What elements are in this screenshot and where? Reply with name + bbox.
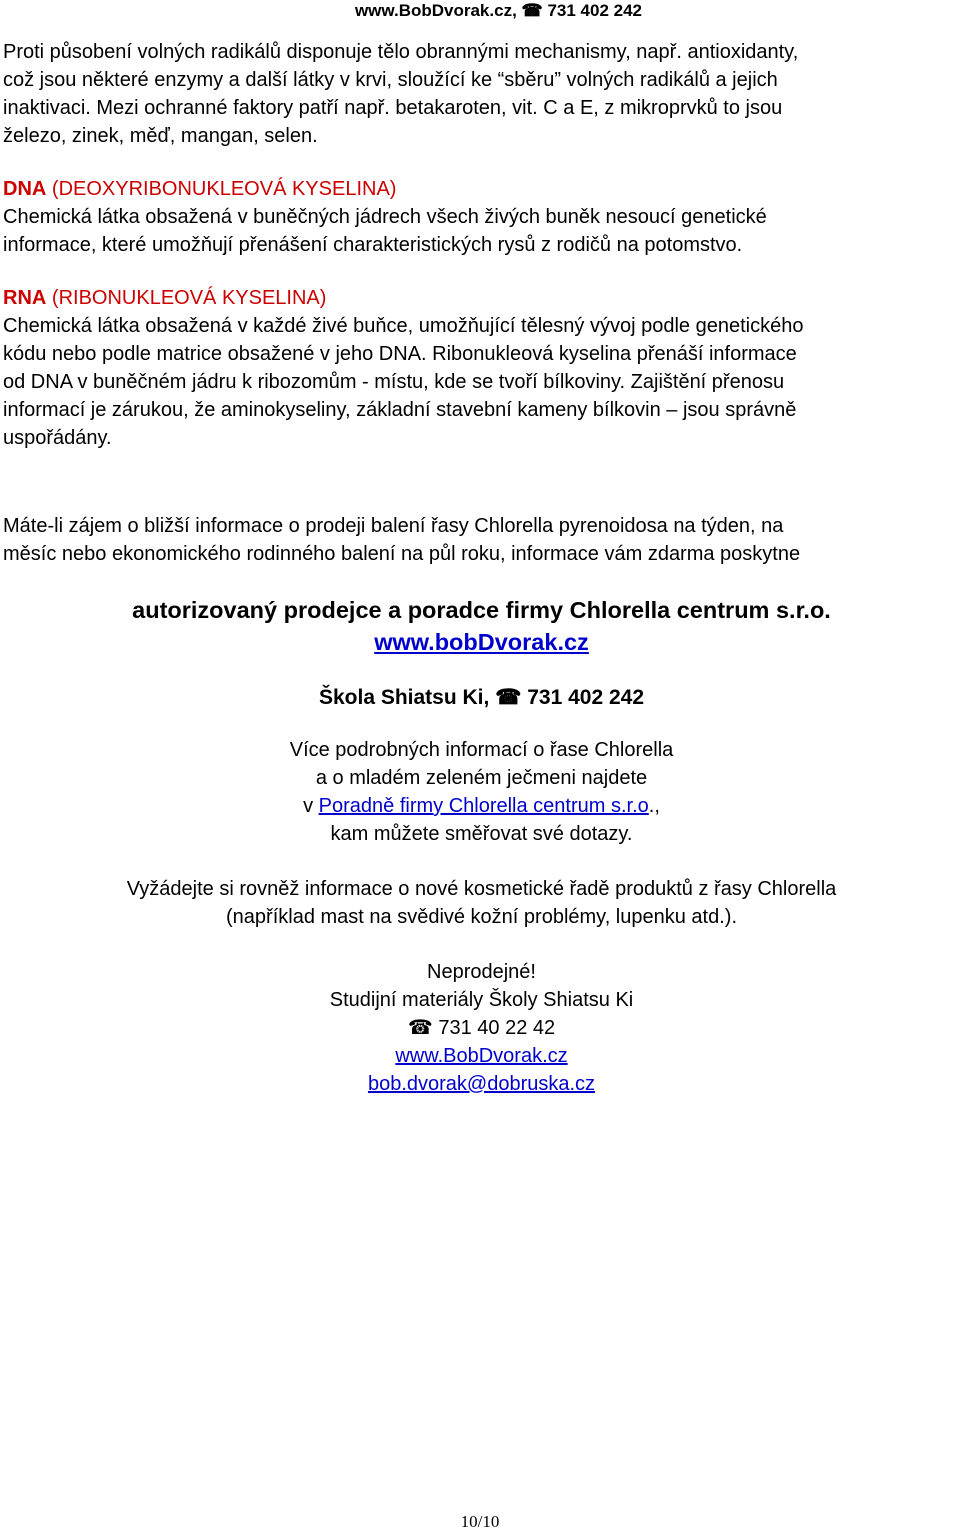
text-line: což jsou některé enzymy a další látky v krvi, sloužící ke “sběru” volných radikálů a jejich: [3, 69, 778, 91]
materials-label: Studijní materiály Školy Shiatsu Ki: [329, 989, 634, 1011]
text-line: Vyžádejte si rovněž informace o nové kosmetické řadě produktů z řasy Chlorella: [126, 878, 837, 900]
advisor-title: autorizovaný prodejce a poradce firmy Chlorella centrum s.r.o.: [132, 597, 831, 623]
school-line: [3, 684, 960, 712]
more-info-block: [3, 736, 960, 848]
header-site: www.BobDvorak.cz,: [354, 1, 517, 20]
contact-block: [3, 958, 960, 1098]
text-line: Chemická látka obsažená v každé živé buňce, umožňující tělesný vývoj podle genetického: [3, 315, 804, 337]
text-line: Proti působení volných radikálů disponuje tělo obrannými mechanismy, např. antioxidanty,: [3, 41, 799, 63]
advisor-block: [3, 594, 960, 658]
text-line: informace, které umožňují přenášení charakteristických rysů z rodičů na potomstvo.: [3, 234, 743, 256]
phone-icon: ☎: [521, 1, 543, 20]
text-line: kódu nebo podle matrice obsažené v jeho DNA. Ribonukleová kyselina přenáší informace: [3, 343, 797, 365]
offer-paragraph: [3, 512, 960, 568]
rna-full-name: (RIBONUKLEOVÁ KYSELINA): [51, 287, 327, 309]
contact-email-link[interactable]: bob.dvorak@dobruska.cz: [367, 1073, 596, 1095]
rna-heading: [3, 284, 960, 312]
school-name: Škola Shiatsu Ki,: [318, 686, 490, 709]
text-line: železo, zinek, měď, mangan, selen.: [3, 125, 318, 147]
intro-paragraph: [3, 38, 960, 150]
not-for-sale-label: Neprodejné!: [427, 961, 536, 983]
contact-website-link[interactable]: www.BobDvorak.cz: [395, 1045, 568, 1067]
dna-full-name: (DEOXYRIBONUKLEOVÁ KYSELINA): [51, 178, 397, 200]
document-body: [3, 38, 960, 1098]
text-line: a o mladém zeleném ječmeni najdete: [315, 767, 648, 789]
page-header: [355, 0, 642, 22]
school-phone: 731 402 242: [527, 686, 645, 709]
text-line: Chemická látka obsažená v buněčných jádrech všech živých buněk nesoucí genetické: [3, 206, 767, 228]
page-number: 10/10: [460, 1512, 500, 1531]
dna-term: DNA: [3, 178, 47, 200]
text-line: kam můžete směřovat své dotazy.: [330, 823, 633, 845]
text-line: od DNA v buněčném jádru k ribozomům - místu, kde se tvoří bílkoviny. Zajištění přenosu: [3, 371, 785, 393]
text-line: uspořádány.: [3, 427, 112, 449]
text-line: informací je zárukou, že aminokyseliny, základní stavební kameny bílkovin – jsou správně: [3, 399, 797, 421]
rna-term: RNA: [3, 287, 47, 309]
text-fragment: .,: [648, 795, 660, 817]
advisor-website-link[interactable]: www.bobDvorak.cz: [374, 629, 589, 655]
contact-phone-line: [3, 1014, 960, 1042]
text-line: Máte-li zájem o bližší informace o prodeji balení řasy Chlorella pyrenoidosa na týden, na: [3, 515, 784, 537]
cosmetics-block: [3, 875, 960, 931]
text-line: měsíc nebo ekonomického rodinného balení na půl roku, informace vám zdarma poskytne: [3, 543, 801, 565]
text-fragment: v: [303, 795, 314, 817]
rna-definition: [3, 284, 960, 452]
text-line: [3, 792, 960, 820]
header-phone: 731 402 242: [547, 1, 642, 20]
contact-phone: 731 40 22 42: [438, 1017, 556, 1039]
text-line: inaktivaci. Mezi ochranné faktory patří např. betakaroten, vit. C a E, z mikroprvků to jsou: [3, 97, 783, 119]
phone-icon: ☎: [407, 1017, 433, 1039]
advisory-link[interactable]: Poradně firmy Chlorella centrum s.r.o: [318, 795, 649, 817]
text-line: (například mast na svědivé kožní problémy, lupenku atd.).: [226, 906, 737, 928]
text-line: Více podrobných informací o řase Chlorella: [289, 739, 674, 761]
dna-definition: [3, 175, 960, 259]
phone-icon: ☎: [495, 686, 522, 709]
dna-heading: [3, 175, 960, 203]
